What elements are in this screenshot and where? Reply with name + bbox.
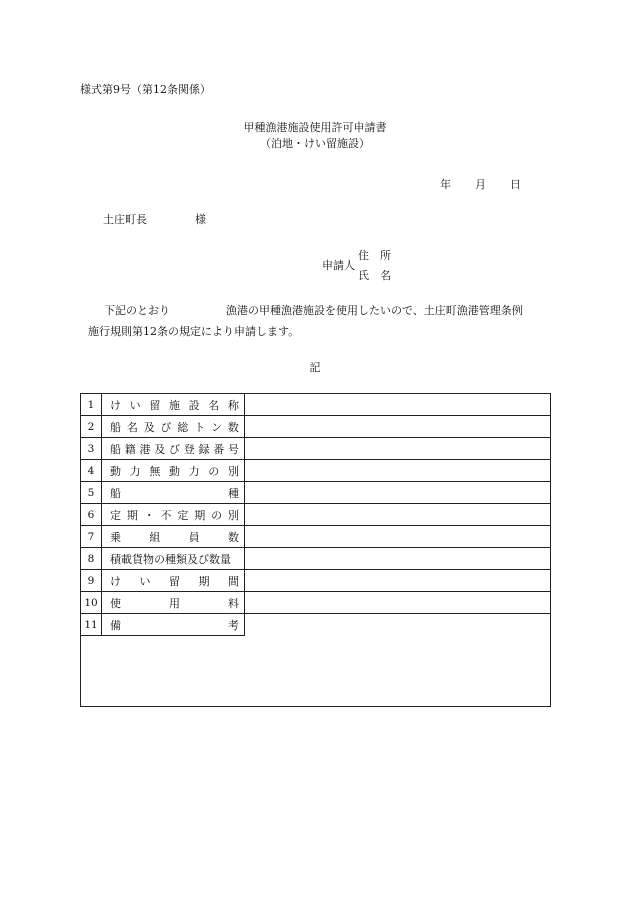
table-row (81, 504, 245, 526)
value-cell[interactable] (245, 570, 550, 591)
row-number: 5 (81, 482, 102, 503)
table-row (81, 460, 245, 482)
table-row (81, 614, 245, 636)
addressee-name: 土庄町長 (103, 213, 147, 226)
table-row (81, 394, 245, 416)
table-row (81, 548, 245, 570)
row-label: 積載貨物の種類及び数量 (110, 552, 231, 566)
row-number: 10 (81, 592, 102, 613)
date-line (440, 176, 521, 192)
row-label: 定 期 ・ 不 定 期 の 別 (110, 508, 239, 522)
remarks-area[interactable] (81, 636, 550, 706)
body-line2: 施行規則第12条の規定により申請します。 (88, 325, 300, 338)
table-row (81, 482, 245, 504)
value-cell[interactable] (245, 394, 550, 415)
row-label: 動 力 無 動 力 の 別 (110, 464, 239, 478)
value-cell[interactable] (245, 592, 550, 613)
table-row (81, 526, 245, 548)
applicant-label: 申請人 (322, 259, 355, 272)
row-number: 4 (81, 460, 102, 481)
row-number: 2 (81, 416, 102, 437)
date-month-label: 月 (475, 178, 486, 191)
date-year-label: 年 (440, 178, 451, 191)
table-row (81, 416, 245, 438)
row-label: 備 考 (110, 618, 239, 632)
row-number: 8 (81, 548, 102, 569)
row-label: け い 留 施 設 名 称 (110, 398, 239, 412)
document-subtitle: （泊地・けい留施設） (260, 137, 370, 150)
addressee-honorific: 様 (195, 213, 206, 226)
form-number: 様式第9号（第12条関係） (80, 83, 211, 96)
applicant-name-label: 氏 名 (358, 269, 391, 282)
form-table (80, 393, 551, 707)
table-row (81, 438, 245, 460)
body-line1-prefix: 下記のとおり (104, 304, 170, 317)
value-cell[interactable] (245, 548, 550, 569)
ki-heading: 記 (309, 361, 321, 374)
row-label: 使 用 料 (110, 596, 239, 610)
value-cell[interactable] (245, 482, 550, 503)
row-number: 3 (81, 438, 102, 459)
row-number: 6 (81, 504, 102, 525)
row-label: 船 種 (110, 486, 239, 500)
row-number: 7 (81, 526, 102, 547)
title-block (0, 120, 630, 152)
applicant-address-label: 住 所 (358, 249, 391, 262)
value-cell[interactable] (245, 438, 550, 459)
remarks-divider (244, 614, 245, 636)
row-label: 乗 組 員 数 (110, 530, 239, 544)
document-title: 甲種漁港施設使用許可申請書 (243, 121, 387, 134)
addressee (103, 211, 206, 227)
row-number: 11 (81, 614, 102, 635)
value-row-line (245, 613, 551, 614)
row-label: 船 名 及 び 総 ト ン 数 (110, 420, 239, 434)
table-row (81, 570, 245, 592)
row-number: 1 (81, 394, 102, 415)
row-label: け い 留 期 間 (110, 574, 239, 588)
body-line1-suffix: 漁港の甲種漁港施設を使用したいので、土庄町漁港管理条例 (226, 304, 523, 317)
value-cell[interactable] (245, 526, 550, 547)
table-row (81, 592, 245, 614)
row-label: 船 籍 港 及 び 登 録 番 号 (110, 442, 239, 456)
value-cell[interactable] (245, 460, 550, 481)
value-cell[interactable] (245, 416, 550, 437)
date-day-label: 日 (510, 178, 521, 191)
row-number: 9 (81, 570, 102, 591)
value-cell[interactable] (245, 504, 550, 525)
body-text (88, 300, 558, 342)
